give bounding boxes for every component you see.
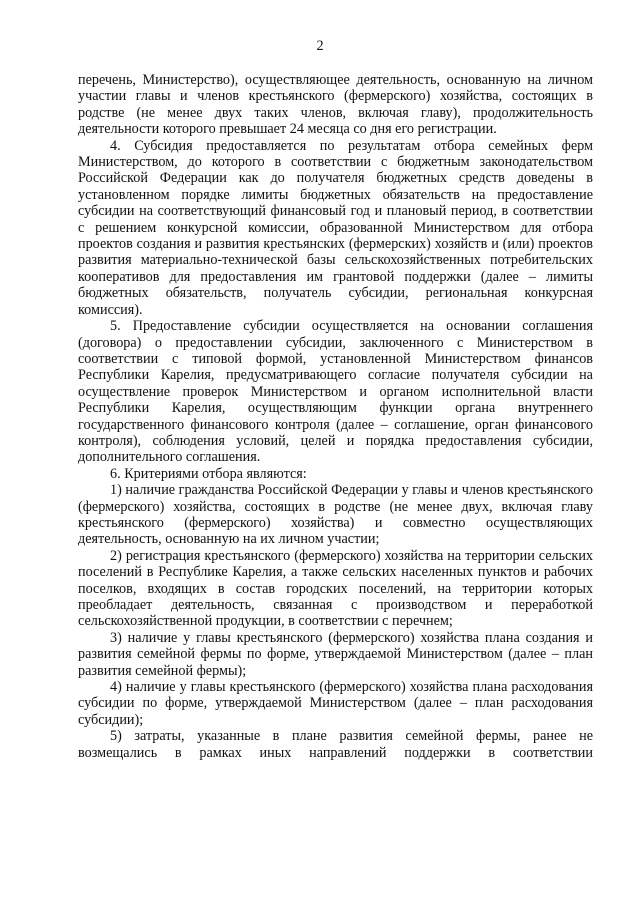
criterion-2: 2) регистрация крестьянского (фермерского) хозяйства на территории сельских поселений в Республике Карелия, а также сельских населенных пунктов и рабочих поселков, входящих в состав городских поселений, на территории которых преобладает деятельность, связанная с производством и переработкой сельскохозяйственной продукции, в соответствии с перечнем; [78,547,593,630]
document-body [78,72,593,761]
paragraph-4: 4. Субсидия предоставляется по результатам отбора семейных ферм Министерством, до которого в соответствии с бюджетным законодательством Российской Федерации как до получателя бюджетных средств доведены в установленном порядке лимиты бюджетных обязательств на предоставление субсидии на соответствующий финансовый год и плановый период, в соответствии с решением конкурсной комиссии, образованной Министерством для отбора проектов создания и развития крестьянских (фермерских) хозяйств и (или) проектов развития материально-технической базы сельскохозяйственных потребительских кооперативов для предоставления им грантовой поддержки (далее – лимиты бюджетных обязательств, получатель субсидии, региональная конкурсная комиссия). [78,137,593,318]
paragraph-continuation: перечень, Министерство), осуществляющее деятельность, основанную на личном участии главы и членов крестьянского (фермерского) хозяйства, состоящих в родстве (не менее двух таких членов, включая главу), продолжительность деятельности которого превышает 24 месяца со дня его регистрации. [78,72,593,138]
page-number: 2 [316,38,324,54]
paragraph-6-heading: 6. Критериями отбора являются: [110,465,307,482]
criterion-1: 1) наличие гражданства Российской Федерации у главы и членов крестьянского (фермерского) хозяйства, состоящих в родстве (не менее двух, включая главу крестьянского (фермерского) хозяйства) и совместно осуществляющих деятельность, основанную на их личном участии; [78,482,593,548]
criterion-5: 5) затраты, указанные в плане развития семейной фермы, ранее не возмещались в рамках иных направлений поддержки в соответствии [78,728,593,761]
criterion-3: 3) наличие у главы крестьянского (фермерского) хозяйства плана создания и развития семейной фермы по форме, утверждаемой Министерством (далее – план развития семейной фермы); [78,629,593,679]
criterion-4: 4) наличие у главы крестьянского (фермерского) хозяйства плана расходования субсидии по форме, утверждаемой Министерством (далее – план расходования субсидии); [78,679,593,728]
paragraph-5: 5. Предоставление субсидии осуществляется на основании соглашения (договора) о предоставлении субсидии, заключенного с Министерством в соответствии с типовой формой, установленной Министерством финансов Республики Карелия, предусматривающего согласие получателя субсидии на осуществление проверок Министерством и органом исполнительной власти Республики Карелия, осуществляющим функции органа внутреннего государственного финансового контроля (далее – соглашение, орган финансового контроля), соблюдения условий, целей и порядка предоставления субсидии, дополнительного соглашения. [78,318,593,466]
